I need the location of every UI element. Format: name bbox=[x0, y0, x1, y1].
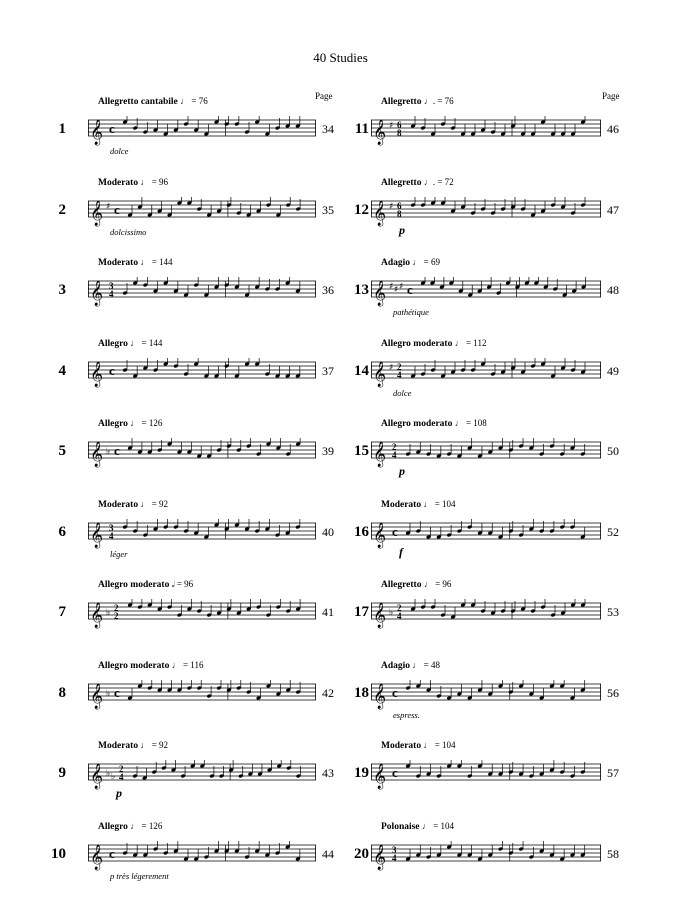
page-number: 46 bbox=[607, 122, 619, 136]
expression-marking: f bbox=[399, 544, 403, 559]
study-incipit bbox=[333, 485, 653, 565]
flat-icon: ♭ bbox=[111, 772, 116, 782]
tempo-text: Moderato bbox=[98, 499, 139, 510]
staff-notation bbox=[371, 197, 601, 227]
tempo-text: Allegretto bbox=[381, 97, 422, 107]
tempo-marking bbox=[98, 338, 162, 349]
metronome-mark: ♩ = 69 bbox=[412, 257, 440, 267]
music-staff bbox=[88, 197, 316, 226]
treble-clef-icon: 𝄞 bbox=[373, 603, 387, 628]
metronome-mark: ♩. = 72 bbox=[423, 176, 454, 187]
staff-notation bbox=[88, 438, 316, 468]
study-incipit bbox=[333, 646, 653, 726]
common-time-icon: c bbox=[392, 684, 398, 700]
expression-marking: p bbox=[399, 464, 405, 478]
page-number: 56 bbox=[607, 685, 619, 700]
time-signature-bottom: 4 bbox=[119, 772, 124, 782]
tempo-text: Allegro moderato bbox=[381, 419, 453, 429]
treble-clef-icon: 𝄞 bbox=[373, 361, 387, 387]
music-staff bbox=[88, 358, 316, 387]
metronome-mark: 𝅗𝅥 = 96 bbox=[171, 579, 194, 589]
page-number: 49 bbox=[607, 363, 619, 378]
time-signature-bottom: 4 bbox=[392, 450, 397, 460]
music-staff bbox=[371, 680, 601, 709]
sharp-icon: ♯ bbox=[389, 121, 394, 131]
metronome-mark: ♩ = 144 bbox=[130, 337, 163, 348]
tempo-marking bbox=[98, 821, 162, 832]
study-incipit bbox=[333, 163, 653, 243]
staff-notation bbox=[88, 680, 316, 710]
tempo-marking bbox=[381, 499, 456, 510]
time-signature-top: 2 bbox=[114, 603, 119, 613]
tempo-marking bbox=[381, 579, 451, 590]
music-staff bbox=[88, 760, 316, 789]
tempo-marking bbox=[381, 338, 486, 349]
common-time-icon: c bbox=[392, 765, 398, 780]
tempo-marking bbox=[98, 660, 203, 671]
treble-clef-icon: 𝄞 bbox=[90, 120, 104, 145]
staff-notation bbox=[88, 277, 316, 307]
tempo-marking bbox=[98, 177, 168, 188]
page-number: 37 bbox=[322, 363, 334, 378]
page-number: 48 bbox=[607, 283, 619, 297]
time-signature-bottom: 2 bbox=[114, 611, 119, 621]
page-number: 40 bbox=[322, 524, 334, 539]
music-staff bbox=[371, 599, 601, 628]
sharp-icon: ♯ bbox=[389, 362, 394, 373]
study-number: 8 bbox=[58, 684, 66, 701]
treble-clef-icon: 𝄞 bbox=[90, 522, 104, 548]
study-number: 7 bbox=[58, 604, 66, 620]
study-number: 15 bbox=[354, 443, 369, 459]
study-number: 12 bbox=[354, 201, 369, 218]
treble-clef-icon: 𝄞 bbox=[373, 522, 387, 548]
time-signature-top: 6 bbox=[397, 120, 402, 130]
tempo-text: Allegro moderato bbox=[98, 580, 170, 590]
metronome-mark: ♩. = 76 bbox=[423, 96, 454, 106]
tempo-text: Allegro bbox=[98, 338, 128, 349]
tempo-text: Allegretto bbox=[381, 177, 422, 188]
document-title: 40 Studies bbox=[313, 50, 368, 65]
time-signature-bottom: 4 bbox=[397, 369, 402, 380]
tempo-marking bbox=[381, 740, 456, 751]
tempo-marking bbox=[98, 418, 162, 429]
time-signature-top: 2 bbox=[397, 361, 402, 372]
study-incipit bbox=[333, 404, 653, 484]
treble-clef-icon: 𝄞 bbox=[90, 281, 104, 306]
staff-notation bbox=[88, 841, 316, 871]
tempo-marking bbox=[98, 257, 173, 268]
expression-marking: léger bbox=[110, 548, 128, 559]
page-number: 42 bbox=[322, 685, 334, 700]
staff-notation bbox=[371, 358, 601, 388]
common-time-icon: c bbox=[109, 845, 115, 861]
staff-notation bbox=[371, 116, 601, 146]
metronome-mark: ♩ = 92 bbox=[140, 740, 169, 750]
expression-marking: p bbox=[116, 786, 122, 800]
study-number: 19 bbox=[354, 765, 369, 781]
tempo-marking bbox=[381, 257, 440, 268]
treble-clef-icon: 𝄞 bbox=[90, 603, 104, 628]
sharp-icon: ♯ bbox=[394, 285, 399, 295]
staff-notation bbox=[88, 116, 316, 146]
flat-icon: ♭ bbox=[106, 769, 111, 779]
music-staff bbox=[371, 438, 601, 467]
page-number: 34 bbox=[322, 122, 334, 136]
metronome-mark: ♩ = 116 bbox=[171, 659, 204, 670]
page-number: 35 bbox=[322, 202, 334, 217]
expression-marking: dolcissimo bbox=[110, 226, 147, 237]
treble-clef-icon: 𝄞 bbox=[373, 683, 387, 709]
treble-clef-icon: 𝄞 bbox=[373, 442, 387, 467]
study-number: 4 bbox=[58, 362, 66, 379]
study-incipit bbox=[333, 82, 653, 162]
staff-notation bbox=[371, 277, 601, 307]
tempo-marking bbox=[98, 579, 193, 590]
common-time-icon: c bbox=[114, 684, 120, 700]
page-number: 39 bbox=[322, 444, 334, 458]
music-staff bbox=[371, 841, 601, 870]
metronome-mark: ♩ = 126 bbox=[130, 418, 163, 428]
metronome-mark: ♩ = 76 bbox=[180, 96, 208, 106]
time-signature-top: 3 bbox=[109, 522, 114, 533]
tempo-text: Allegro moderato bbox=[98, 660, 170, 671]
flat-icon: ♭ bbox=[106, 608, 111, 618]
study-incipit bbox=[18, 726, 338, 806]
study-number: 9 bbox=[58, 765, 66, 781]
staff-notation bbox=[88, 760, 316, 790]
time-signature-top: 3 bbox=[392, 844, 397, 855]
tempo-text: Polonaise bbox=[381, 821, 420, 832]
tempo-text: Adagio bbox=[381, 258, 411, 268]
study-incipit bbox=[18, 82, 338, 162]
study-number: 5 bbox=[58, 443, 66, 459]
tempo-marking bbox=[98, 499, 168, 510]
treble-clef-icon: 𝄞 bbox=[373, 281, 387, 306]
common-time-icon: c bbox=[392, 523, 398, 539]
staff-notation bbox=[371, 760, 601, 790]
time-signature-bottom: 4 bbox=[392, 852, 397, 863]
time-signature-top: 6 bbox=[397, 200, 402, 211]
time-signature-bottom: 4 bbox=[109, 530, 114, 541]
time-signature-bottom: 8 bbox=[397, 208, 402, 219]
treble-clef-icon: 𝄞 bbox=[90, 200, 104, 226]
common-time-icon: c bbox=[109, 362, 115, 378]
tempo-text: Moderato bbox=[381, 741, 422, 751]
study-number: 14 bbox=[354, 362, 369, 379]
music-staff bbox=[371, 760, 601, 789]
page-number: 53 bbox=[607, 605, 619, 619]
staff-notation bbox=[371, 841, 601, 871]
tempo-text: Adagio bbox=[381, 660, 411, 671]
page-number: 43 bbox=[322, 766, 334, 780]
tempo-marking bbox=[98, 740, 168, 751]
common-time-icon: c bbox=[114, 201, 120, 217]
expression-marking: p très légerement bbox=[110, 870, 169, 881]
study-incipit bbox=[333, 726, 653, 806]
page-number: 50 bbox=[607, 444, 619, 458]
page-number: 36 bbox=[322, 283, 334, 297]
metronome-mark: ♩ = 92 bbox=[140, 498, 169, 509]
study-incipit bbox=[18, 807, 338, 887]
tempo-marking bbox=[381, 821, 454, 832]
page-heading-right: Page bbox=[602, 91, 620, 101]
metronome-mark: ♩ = 96 bbox=[423, 579, 452, 589]
flat-icon: ♭ bbox=[389, 608, 394, 618]
treble-clef-icon: 𝄞 bbox=[90, 442, 104, 467]
tempo-text: Allegro moderato bbox=[381, 338, 453, 349]
music-staff bbox=[88, 841, 316, 870]
study-incipit bbox=[333, 807, 653, 887]
tempo-marking bbox=[381, 96, 454, 107]
study-incipit bbox=[18, 404, 338, 484]
tempo-text: Moderato bbox=[98, 258, 139, 268]
common-time-icon: c bbox=[114, 443, 120, 458]
treble-clef-icon: 𝄞 bbox=[90, 361, 104, 387]
study-number: 2 bbox=[58, 201, 66, 218]
tempo-marking bbox=[381, 660, 440, 671]
music-staff bbox=[88, 519, 316, 548]
time-signature-bottom: 4 bbox=[109, 289, 114, 299]
flat-icon: ♭ bbox=[106, 447, 111, 457]
music-staff bbox=[371, 197, 601, 226]
study-number: 11 bbox=[354, 121, 369, 137]
staff-notation bbox=[88, 599, 316, 629]
page-number: 57 bbox=[607, 766, 619, 780]
treble-clef-icon: 𝄞 bbox=[90, 683, 104, 709]
study-number: 17 bbox=[354, 604, 369, 620]
staff-notation bbox=[88, 519, 316, 549]
staff-notation bbox=[371, 519, 601, 549]
metronome-mark: ♩ = 112 bbox=[454, 337, 487, 348]
metronome-mark: ♩ = 144 bbox=[140, 257, 173, 267]
expression-marking: p bbox=[399, 222, 405, 237]
study-incipit bbox=[18, 163, 338, 243]
music-staff bbox=[371, 519, 601, 548]
music-staff bbox=[88, 277, 316, 306]
treble-clef-icon: 𝄞 bbox=[90, 844, 104, 870]
study-incipit bbox=[333, 565, 653, 645]
tempo-text: Allegro bbox=[98, 419, 128, 429]
tempo-text: Moderato bbox=[98, 741, 139, 751]
study-incipit bbox=[18, 243, 338, 323]
music-staff bbox=[88, 116, 316, 145]
metronome-mark: ♩ = 104 bbox=[423, 498, 456, 509]
study-incipit bbox=[18, 324, 338, 404]
tempo-text: Moderato bbox=[381, 499, 422, 510]
tempo-text: Allegretto bbox=[381, 580, 422, 590]
time-signature-top: 2 bbox=[119, 764, 124, 774]
time-signature-top: 3 bbox=[109, 281, 114, 291]
study-number: 13 bbox=[354, 282, 369, 298]
page-number: 52 bbox=[607, 524, 619, 539]
study-number: 18 bbox=[354, 684, 369, 701]
music-staff bbox=[88, 680, 316, 709]
expression-marking: pathétique bbox=[393, 307, 429, 317]
music-staff bbox=[371, 277, 601, 306]
metronome-mark: ♩ = 108 bbox=[454, 418, 487, 428]
sharp-icon: ♯ bbox=[399, 282, 404, 292]
tempo-text: Allegretto cantabile bbox=[98, 97, 178, 107]
metronome-mark: ♩ = 126 bbox=[130, 820, 163, 831]
time-signature-top: 2 bbox=[392, 442, 397, 452]
treble-clef-icon: 𝄞 bbox=[90, 764, 104, 789]
metronome-mark: ♩ = 96 bbox=[140, 176, 169, 187]
flat-icon: ♭ bbox=[106, 688, 111, 699]
expression-marking: espress. bbox=[393, 709, 420, 720]
staff-notation bbox=[371, 599, 601, 629]
study-number: 20 bbox=[354, 845, 369, 862]
metronome-mark: ♩ = 104 bbox=[423, 740, 456, 750]
staff-notation bbox=[371, 680, 601, 710]
study-number: 6 bbox=[58, 523, 66, 540]
music-staff bbox=[88, 438, 316, 467]
treble-clef-icon: 𝄞 bbox=[373, 200, 387, 226]
time-signature-top: 2 bbox=[397, 603, 402, 613]
study-number: 1 bbox=[58, 121, 66, 137]
study-incipit bbox=[333, 243, 653, 323]
tempo-marking bbox=[381, 418, 487, 429]
page-number: 41 bbox=[322, 605, 334, 619]
expression-marking: dolce bbox=[110, 146, 129, 156]
music-staff bbox=[371, 116, 601, 145]
metronome-mark: ♩ = 104 bbox=[421, 820, 454, 831]
expression-marking: dolce bbox=[393, 387, 412, 398]
study-number: 3 bbox=[58, 282, 66, 298]
common-time-icon: c bbox=[407, 282, 413, 297]
tempo-text: Moderato bbox=[98, 177, 139, 188]
staff-notation bbox=[88, 197, 316, 227]
sharp-icon: ♯ bbox=[389, 201, 394, 212]
staff-notation bbox=[371, 438, 601, 468]
tempo-marking bbox=[98, 96, 208, 107]
tempo-marking bbox=[381, 177, 454, 188]
study-incipit bbox=[18, 565, 338, 645]
study-number: 10 bbox=[51, 845, 66, 862]
study-incipit bbox=[18, 646, 338, 726]
study-incipit bbox=[18, 485, 338, 565]
page-number: 44 bbox=[322, 846, 334, 861]
tempo-text: Allegro bbox=[98, 821, 128, 832]
music-staff bbox=[88, 599, 316, 628]
music-staff bbox=[371, 358, 601, 387]
treble-clef-icon: 𝄞 bbox=[373, 844, 387, 870]
study-number: 16 bbox=[354, 523, 369, 540]
staff-notation bbox=[88, 358, 316, 388]
metronome-mark: ♩ = 48 bbox=[412, 659, 440, 670]
sharp-icon: ♯ bbox=[389, 282, 394, 292]
treble-clef-icon: 𝄞 bbox=[373, 764, 387, 789]
page-heading-left: Page bbox=[315, 91, 333, 101]
time-signature-bottom: 4 bbox=[397, 611, 402, 621]
study-incipit bbox=[333, 324, 653, 404]
common-time-icon: c bbox=[109, 121, 115, 136]
page-number: 47 bbox=[607, 202, 619, 217]
page-number: 58 bbox=[607, 846, 619, 861]
treble-clef-icon: 𝄞 bbox=[373, 120, 387, 145]
sharp-icon: ♯ bbox=[106, 201, 111, 212]
time-signature-bottom: 8 bbox=[397, 128, 402, 138]
